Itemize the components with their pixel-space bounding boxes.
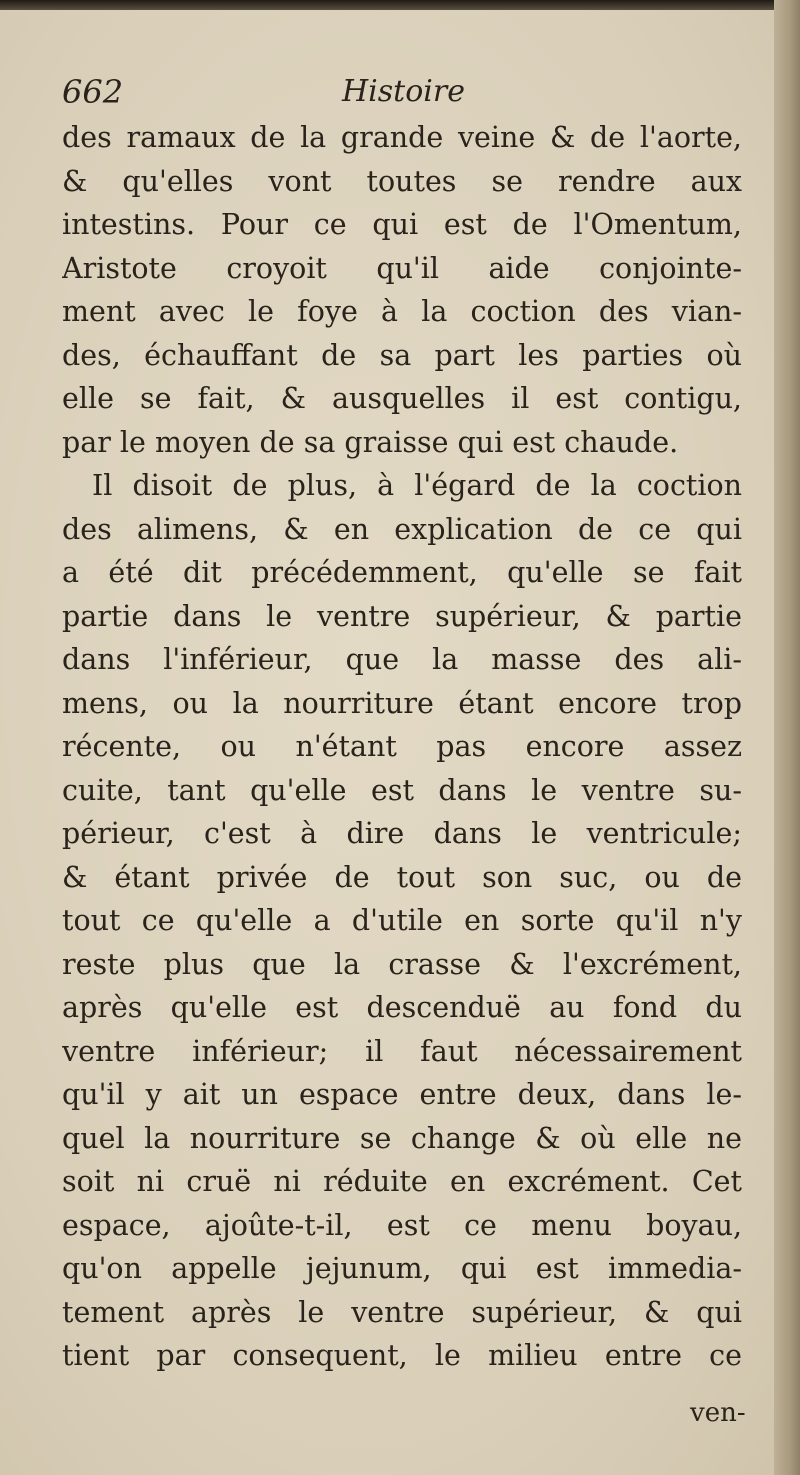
text-line: partie dans le ventre supérieur, & partie	[62, 599, 742, 633]
page-gutter	[774, 0, 800, 1475]
body-text	[62, 116, 742, 1378]
text-line: & étant privée de tout son suc, ou de	[62, 860, 742, 894]
text-line: quel la nourriture se change & où elle ne	[62, 1121, 742, 1155]
text-line: mens, ou la nourriture étant encore trop	[62, 686, 742, 720]
text-line: intestins. Pour ce qui est de l'Omentum,	[62, 208, 742, 241]
text-line: tout ce qu'elle a d'utile en sorte qu'il n'y	[62, 904, 742, 937]
running-head: Histoire	[342, 74, 465, 109]
text-line: tient par consequent, le milieu entre ce	[62, 1339, 742, 1372]
page-header	[62, 70, 742, 114]
text-line: dans l'inférieur, que la masse des ali-	[62, 643, 742, 676]
text-line: Aristote croyoit qu'il aide conjointe-	[62, 251, 742, 285]
text-line: des, échauffant de sa part les parties où	[62, 338, 742, 372]
text-line: périeur, c'est à dire dans le ventricule;	[62, 817, 742, 850]
text-line: Il disoit de plus, à l'égard de la coction	[92, 469, 742, 502]
text-line: qu'il y ait un espace entre deux, dans le-	[62, 1078, 742, 1111]
page-edge-shadow	[0, 0, 780, 10]
text-line: espace, ajoûte-t-il, est ce menu boyau,	[62, 1208, 742, 1242]
text-line: qu'on appelle jejunum, qui est immedia-	[62, 1252, 742, 1285]
text-line: tement après le ventre supérieur, & qui	[62, 1295, 742, 1329]
text-line: & qu'elles vont toutes se rendre aux	[62, 164, 742, 198]
text-line: des ramaux de la grande veine & de l'aorte,	[62, 121, 742, 154]
text-line: reste plus que la crasse & l'excrément,	[62, 947, 742, 981]
text-line: par le moyen de sa graisse qui est chaude.	[62, 425, 679, 459]
page-number: 662	[62, 73, 124, 111]
text-line: cuite, tant qu'elle est dans le ventre su-	[62, 773, 742, 807]
text-line: ventre inférieur; il faut nécessairement	[62, 1034, 742, 1068]
text-line: soit ni cruë ni réduite en excrément. Cet	[62, 1165, 742, 1198]
text-line: après qu'elle est descenduë au fond du	[62, 991, 742, 1024]
text-line: récente, ou n'étant pas encore assez	[62, 730, 742, 763]
text-line: ment avec le foye à la coction des vian-	[62, 295, 742, 328]
text-line: a été dit précédemment, qu'elle se fait	[62, 556, 742, 589]
catchword: ven-	[690, 1398, 746, 1428]
text-line: elle se fait, & ausquelles il est contigu,	[62, 382, 742, 415]
text-line: des alimens, & en explication de ce qui	[62, 512, 742, 546]
